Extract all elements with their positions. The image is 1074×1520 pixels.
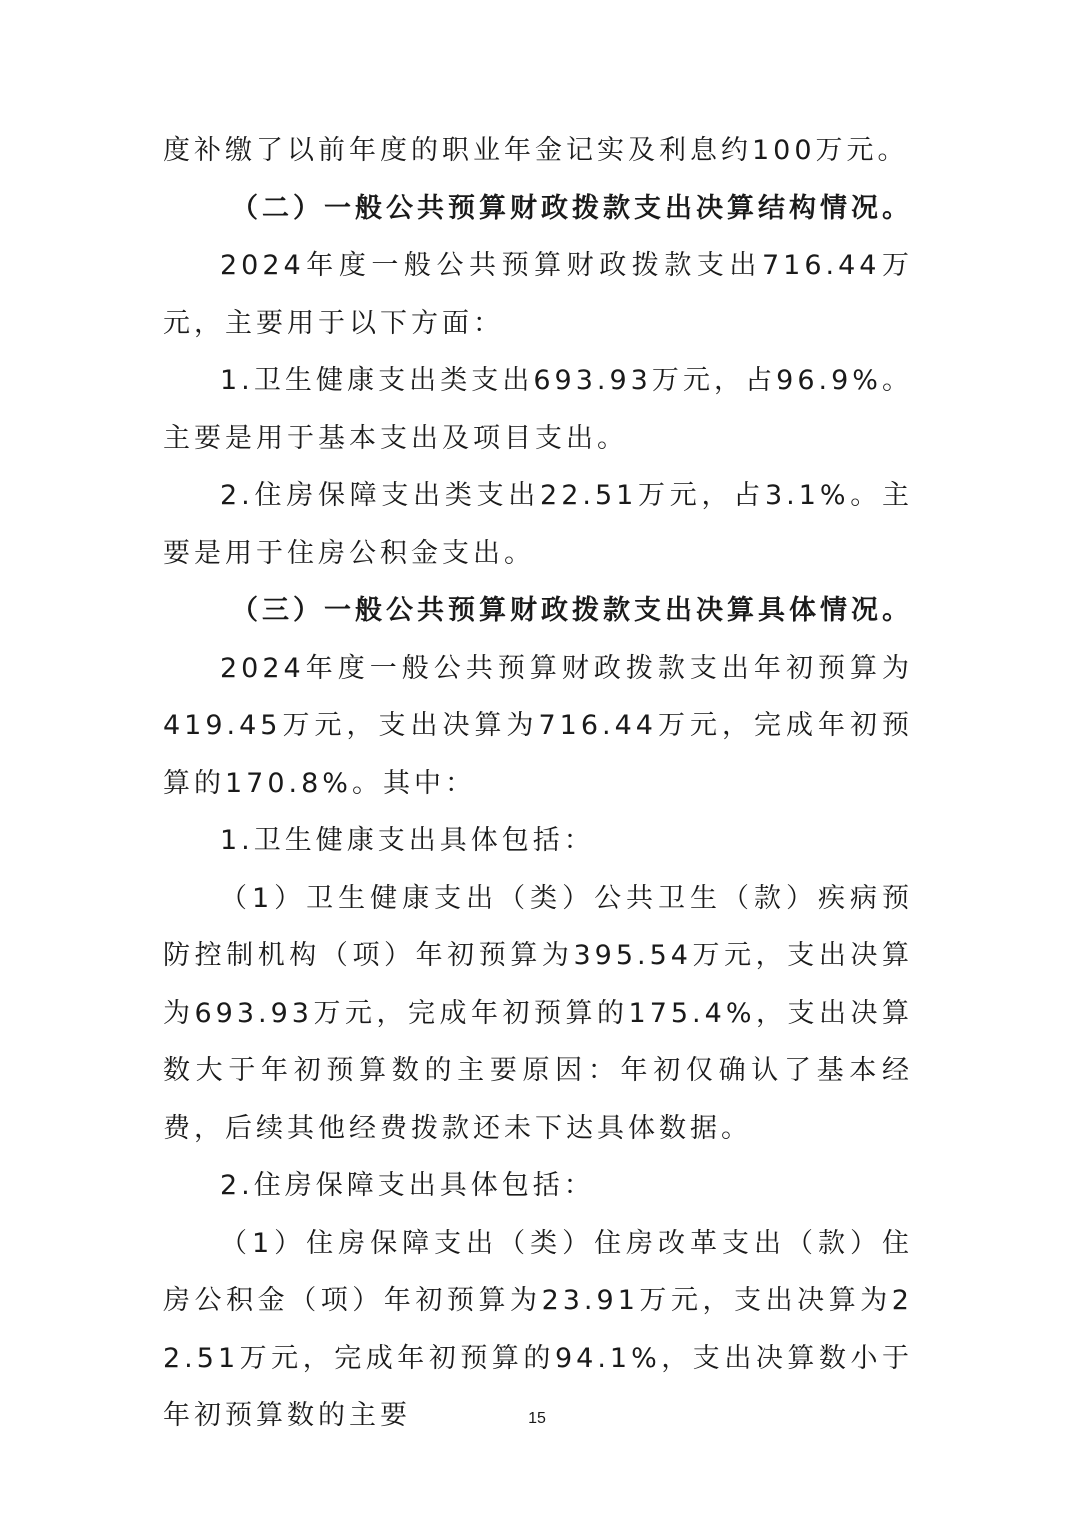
paragraph-continuation: 度补缴了以前年度的职业年金记实及利息约100万元。	[163, 135, 909, 166]
subheading-health-details: 1.卫生健康支出具体包括：	[220, 825, 595, 856]
paragraph-budget-summary: 2024年度一般公共预算财政拨款支出年初预算为419.45万元，支出决算为716.44万元，完成年初预算的170.8%。其中：	[163, 652, 913, 799]
paragraph-health-expense: 1.卫生健康支出类支出693.93万元，占96.9%。主要是用于基本支出及项目支出。	[163, 365, 913, 454]
paragraph-housing-expense: 2.住房保障支出类支出22.51万元，占3.1%。主要是用于住房公积金支出。	[163, 480, 913, 569]
section-heading-3: （三）一般公共预算财政拨款支出决算具体情况。	[231, 595, 913, 626]
paragraph-structure-summary: 2024年度一般公共预算财政拨款支出716.44万元，主要用于以下方面：	[163, 250, 913, 339]
subheading-housing-details: 2.住房保障支出具体包括：	[220, 1170, 595, 1201]
document-body	[163, 122, 913, 1445]
paragraph-health-item-1: （1）卫生健康支出（类）公共卫生（款）疾病预防控制机构（项）年初预算为395.54万元，支出决算为693.93万元，完成年初预算的175.4%，支出决算数大于年初预算数的主要原因：年初仅确认了基本经费，后续其他经费拨款还未下达具体数据。	[163, 882, 913, 1144]
page-number: 15	[528, 1410, 546, 1427]
paragraph-housing-item-1: （1）住房保障支出（类）住房改革支出（款）住房公积金（项）年初预算为23.91万元，支出决算为22.51万元，完成年初预算的94.1%，支出决算数小于年初预算数的主要	[163, 1227, 913, 1431]
section-heading-2: （二）一般公共预算财政拨款支出决算结构情况。	[231, 192, 913, 224]
